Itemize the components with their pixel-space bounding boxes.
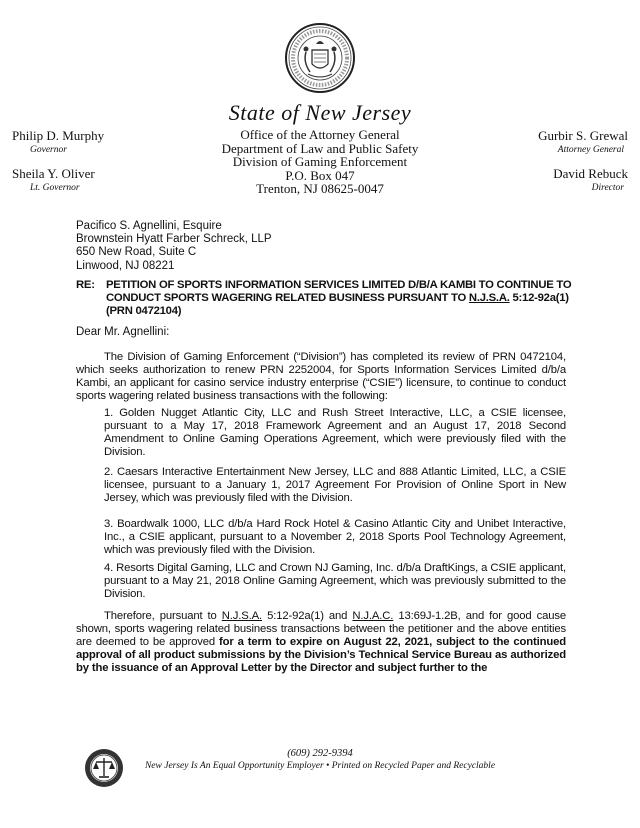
recipient-address (76, 220, 272, 273)
re-subject-text (106, 279, 576, 319)
approval-text: 5:12-92a(1) and (262, 610, 353, 622)
re-statute-citation: N.J.S.A. (468, 292, 510, 305)
body-paragraph-approval (76, 610, 566, 675)
statute-citation: N.J.S.A. (221, 610, 262, 622)
governor-title: Governor (30, 145, 67, 155)
state-title: State of New Jersey (228, 100, 412, 125)
salutation: Dear Mr. Agnellini: (76, 326, 170, 338)
office-line: Trenton, NJ 08625-0047 (256, 181, 384, 197)
governor-name: Philip D. Murphy (12, 128, 105, 143)
list-item: 4. Resorts Digital Gaming, LLC and Crown NJ Gaming, Inc. d/b/a DraftKings, a CSIE applicant, pursuant to a May 21, 2018 Online Gaming Agreement, which was previously submitted to the Division. (104, 562, 566, 601)
director-name: David Rebuck (553, 166, 628, 181)
body-paragraph-intro: The Division of Gaming Enforcement (“Division”) has completed its review of PRN 0472104, which seeks authorization to renew PRN 2252004, for Sports Information Services Limited d/b/a Kambi, an applicant for casino service industry enterprise (“CSIE”) licensure, to continue to conduct sports wagering related business transactions with the following: (76, 351, 566, 403)
office-line: P.O. Box 047 (285, 167, 355, 183)
lt-governor-title: Lt. Governor (30, 183, 80, 193)
lt-governor-name: Sheila Y. Oliver (12, 166, 95, 181)
recipient-line: Pacifico S. Agnellini, Esquire (76, 220, 222, 232)
approval-text: Therefore, pursuant to (104, 610, 222, 622)
state-seal (284, 22, 356, 94)
office-address-block (170, 128, 470, 196)
re-subject-tail: 5:12-92a(1) (PRN 0472104) (106, 292, 569, 318)
office-line: Division of Gaming Enforcement (232, 154, 408, 170)
re-subject-main: PETITION OF SPORTS INFORMATION SERVICES LIMITED D/B/A KAMBI TO CONTINUE TO CONDUCT SPORTS WAGERING RELATED BUSINESS PURSUANT TO (106, 279, 572, 305)
approval-terms-bold: for a term to expire on August 22, 2021, subject to the continued approval of all product submissions by the Division’s Technical Service Bureau as authorized by the issuance of an Approval Letter by the Director and subject further to the (76, 636, 567, 675)
recipient-line: 650 New Road, Suite C (76, 246, 197, 259)
list-item: 2. Caesars Interactive Entertainment New Jersey, LLC and 888 Atlantic Limited, LLC, a CSIE licensee, pursuant to a January 1, 2017 Agreement For Provision of Online Sport in New Jersey, which was previously filed with the Division. (104, 466, 566, 505)
approval-text: 13:69J-1.2B, and for good cause shown, sports wagering related business transactions between the petitioner and the above entities are deemed to be approved (76, 610, 567, 649)
re-label: RE: (76, 279, 95, 291)
office-line: Office of the Attorney General (240, 127, 400, 142)
list-item: 1. Golden Nugget Atlantic City, LLC and Rush Street Interactive, LLC, a CSIE licensee, pursuant to a May 17, 2018 Framework Agreement and an August 17, 2018 Second Amendment to Online Gaming Operations Agreement, which were previously filed with the Division. (104, 407, 566, 459)
code-citation: N.J.A.C. (352, 610, 394, 622)
office-line: Department of Law and Public Safety (221, 140, 419, 156)
footer-phone: (609) 292-9394 (287, 748, 353, 759)
attorney-general-title: Attorney General (557, 145, 624, 155)
recipient-line: Brownstein Hyatt Farber Schreck, LLP (76, 233, 272, 246)
recipient-line: Linwood, NJ 08221 (76, 259, 175, 272)
list-item: 3. Boardwalk 1000, LLC d/b/a Hard Rock Hotel & Casino Atlantic City and Unibet Interactive, Inc., a CSIE applicant, pursuant to a November 2, 2018 Sports Pool Technology Agreement, which was previously filed with the Division. (104, 518, 566, 557)
director-title: Director (591, 183, 624, 193)
footer-tagline: New Jersey Is An Equal Opportunity Employer • Printed on Recycled Paper and Recyclable (144, 761, 496, 771)
attorney-general-name: Gurbir S. Grewal (538, 128, 628, 143)
